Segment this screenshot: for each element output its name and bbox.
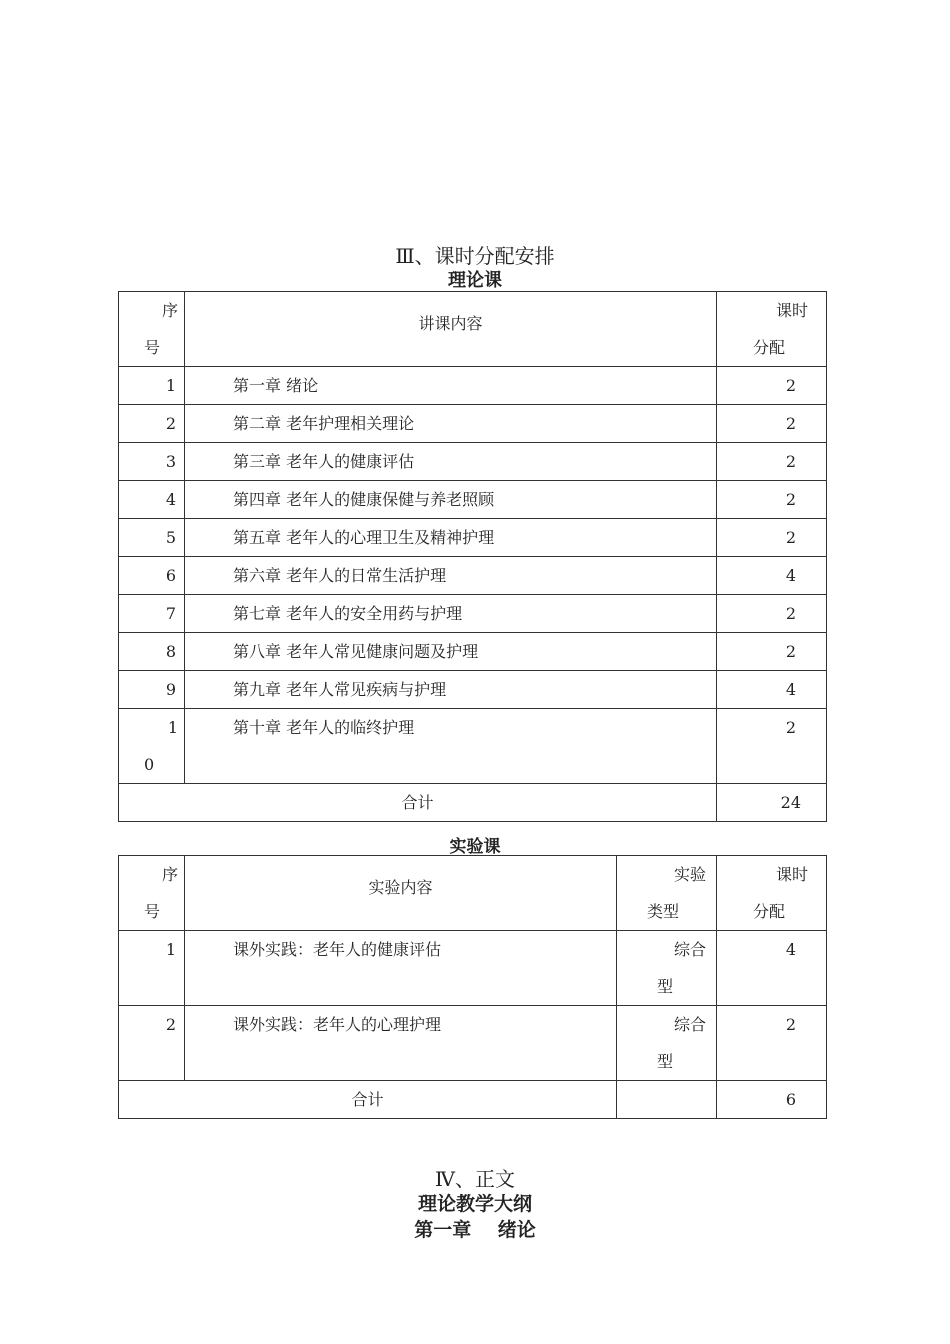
row-content: 第二章 老年护理相关理论 (185, 405, 717, 443)
outline-title: 理论教学大纲 (417, 1193, 532, 1215)
header-content: 讲课内容 (185, 292, 717, 367)
header-hours-line2: 分配 (753, 338, 786, 357)
header-content: 实验内容 (185, 856, 617, 931)
row-seq (119, 709, 185, 784)
header-hours (717, 292, 827, 367)
row-content: 第三章 老年人的健康评估 (185, 443, 717, 481)
row-hours: 4 (717, 671, 827, 709)
table-row (119, 367, 827, 405)
total-type (617, 1081, 717, 1119)
header-seq-line2: 号 (144, 338, 161, 357)
row-seq-line1: 1 (167, 718, 178, 737)
lab-title: 实验课 (449, 837, 501, 857)
row-content: 第八章 老年人常见健康问题及护理 (185, 633, 717, 671)
row-content: 课外实践：老年人的心理护理 (185, 1006, 617, 1081)
row-content: 第十章 老年人的临终护理 (185, 709, 717, 784)
row-hours: 2 (717, 595, 827, 633)
row-seq: 5 (119, 519, 185, 557)
section-title: Ⅲ、课时分配安排 (395, 244, 555, 268)
table-row (119, 709, 827, 784)
header-hours-line1: 课时 (775, 865, 808, 884)
header-type-line1: 实验 (673, 865, 706, 884)
row-hours: 2 (717, 519, 827, 557)
row-seq: 2 (119, 1006, 185, 1081)
row-content: 第一章 绪论 (185, 367, 717, 405)
total-hours: 24 (717, 784, 827, 822)
row-content: 第九章 老年人常见疾病与护理 (185, 671, 717, 709)
row-content: 第四章 老年人的健康保健与养老照顾 (185, 481, 717, 519)
row-seq: 7 (119, 595, 185, 633)
row-hours: 2 (717, 481, 827, 519)
section-title: Ⅳ、正文 (435, 1167, 515, 1191)
header-hours-line2: 分配 (753, 902, 786, 921)
theory-header-row (119, 292, 827, 367)
table-row (119, 671, 827, 709)
total-hours: 6 (717, 1081, 827, 1119)
total-label: 合计 (119, 784, 717, 822)
row-content: 第五章 老年人的心理卫生及精神护理 (185, 519, 717, 557)
header-seq-line2: 号 (144, 902, 161, 921)
row-content: 课外实践：老年人的健康评估 (185, 931, 617, 1006)
row-seq: 2 (119, 405, 185, 443)
row-seq: 1 (119, 931, 185, 1006)
row-hours: 2 (717, 443, 827, 481)
row-type (617, 931, 717, 1006)
table-row (119, 557, 827, 595)
row-type-line2: 型 (657, 977, 674, 996)
row-content: 第六章 老年人的日常生活护理 (185, 557, 717, 595)
row-seq: 8 (119, 633, 185, 671)
table-row (119, 633, 827, 671)
row-hours: 2 (717, 367, 827, 405)
row-hours: 2 (717, 405, 827, 443)
total-label: 合计 (119, 1081, 617, 1119)
table-row (119, 1006, 827, 1081)
header-seq (119, 856, 185, 931)
header-hours-line1: 课时 (775, 301, 808, 320)
theory-table (118, 291, 827, 822)
row-hours: 2 (717, 709, 827, 784)
row-seq: 9 (119, 671, 185, 709)
table-row (119, 519, 827, 557)
header-hours (717, 856, 827, 931)
table-row (119, 405, 827, 443)
row-hours: 2 (717, 633, 827, 671)
table-row (119, 443, 827, 481)
row-type-line1: 综合 (673, 1015, 706, 1034)
header-type-line2: 类型 (647, 902, 680, 921)
row-hours: 4 (717, 931, 827, 1006)
row-hours: 2 (717, 1006, 827, 1081)
header-type (617, 856, 717, 931)
row-content: 第七章 老年人的安全用药与护理 (185, 595, 717, 633)
chapter-title: 第一章 绪论 (414, 1219, 536, 1241)
header-seq-line1: 序 (161, 865, 178, 884)
theory-title: 理论课 (448, 270, 502, 291)
header-seq-line1: 序 (161, 301, 178, 320)
row-seq-line2: 0 (144, 755, 155, 774)
row-seq: 1 (119, 367, 185, 405)
total-row (119, 784, 827, 822)
row-type (617, 1006, 717, 1081)
row-seq: 3 (119, 443, 185, 481)
lab-table (118, 855, 827, 1119)
row-type-line1: 综合 (673, 940, 706, 959)
row-hours: 4 (717, 557, 827, 595)
table-row (119, 595, 827, 633)
table-row (119, 931, 827, 1006)
total-row (119, 1081, 827, 1119)
row-type-line2: 型 (657, 1052, 674, 1071)
row-seq: 6 (119, 557, 185, 595)
row-seq: 4 (119, 481, 185, 519)
table-row (119, 481, 827, 519)
lab-header-row (119, 856, 827, 931)
header-seq (119, 292, 185, 367)
